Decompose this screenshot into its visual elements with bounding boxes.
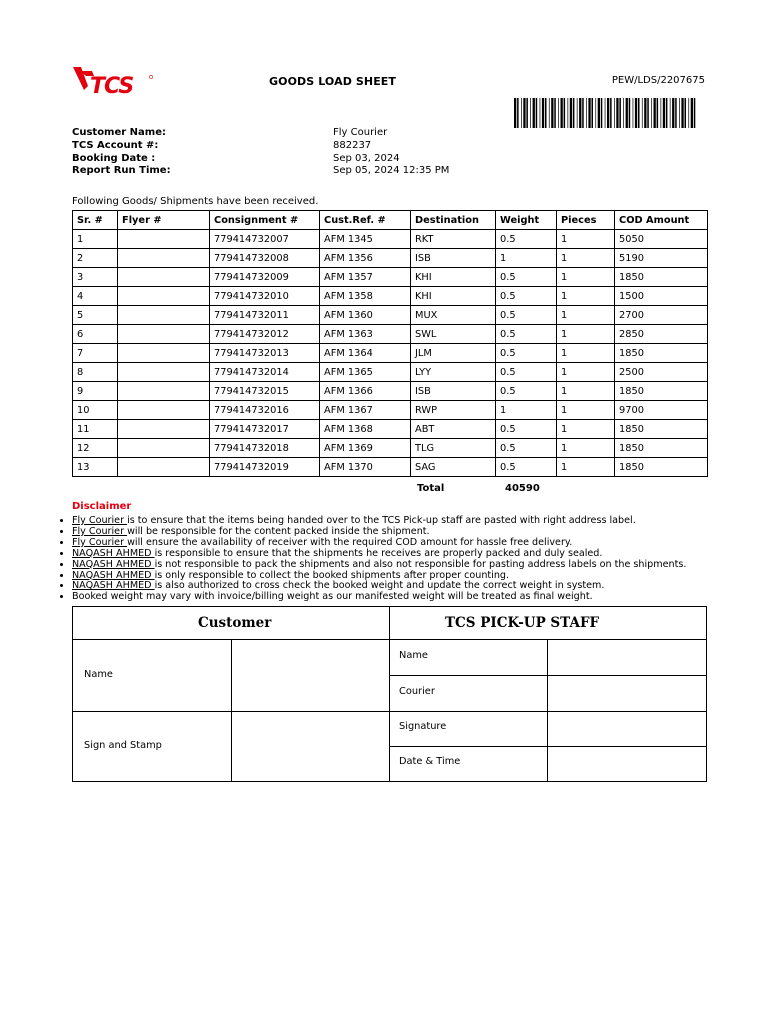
table-cell: AFM 1364 [320,344,411,363]
staff-datetime-label: Date & Time [399,756,461,767]
table-cell [118,287,210,306]
table-cell: 1 [557,439,615,458]
table-cell [118,363,210,382]
barcode-bar [679,98,680,128]
barcode-bar [610,98,612,128]
table-cell: AFM 1366 [320,382,411,401]
table-cell: 1850 [615,268,708,287]
table-row [73,325,708,344]
table-row [73,401,708,420]
barcode-bar [616,98,618,128]
barcode-bar [635,98,637,128]
table-cell: 1 [557,420,615,439]
table-cell: 779414732016 [210,401,320,420]
tcs-logo [72,64,154,98]
barcode-bar [654,98,656,128]
barcode-bar [644,98,646,128]
table-cell: 1 [557,287,615,306]
barcode-bar [663,98,665,128]
barcode-bar [607,98,609,128]
table-row [73,382,708,401]
info-row [72,140,449,153]
barcode-bar [533,98,535,128]
barcode-bar [526,98,528,128]
table-cell: 1850 [615,458,708,477]
table-cell: 13 [73,458,118,477]
table-cell: KHI [411,287,496,306]
table-cell [118,325,210,344]
barcode-bar [619,98,621,128]
total-label: Total [417,483,445,494]
table-cell [118,249,210,268]
table-cell [118,344,210,363]
table-cell: 2700 [615,306,708,325]
table-cell: 0.5 [496,287,557,306]
table-cell: 10 [73,401,118,420]
table-cell: LYY [411,363,496,382]
table-cell: AFM 1357 [320,268,411,287]
column-header: Pieces [557,211,615,230]
table-cell: 0.5 [496,344,557,363]
info-value: Fly Courier [333,127,388,138]
barcode-bar [694,98,696,128]
info-label: TCS Account #: [72,139,159,151]
table-cell: 9 [73,382,118,401]
table-cell: RKT [411,230,496,249]
table-row [73,439,708,458]
info-value: 882237 [333,139,372,151]
table-row [73,287,708,306]
table-cell [118,420,210,439]
table-cell: 779414732018 [210,439,320,458]
barcode-bar [570,98,572,128]
table-cell: 1 [73,230,118,249]
barcode-bar [582,98,584,128]
barcode-bar [542,98,544,128]
column-header: Sr. # [73,211,118,230]
table-cell: 11 [73,420,118,439]
disclaimer-text: is only responsible to collect the booked shipments after proper counting. [154,569,510,581]
table-cell: 779414732010 [210,287,320,306]
barcode-bar [577,98,578,128]
barcode-bar [579,98,581,128]
table-cell: 5190 [615,249,708,268]
table-cell: 1 [557,401,615,420]
table-cell: 9700 [615,401,708,420]
table-cell: 0.5 [496,230,557,249]
barcode-bar [642,98,643,128]
table-cell [118,401,210,420]
barcode-bar [681,98,683,128]
table-row [73,268,708,287]
customer-sign-label: Sign and Stamp [84,740,162,751]
info-value: Sep 05, 2024 12:35 PM [333,165,450,177]
barcode-bar [521,98,522,128]
barcode [514,98,697,128]
disclaimer-title: Disclaimer [72,501,132,512]
table-cell: 4 [73,287,118,306]
barcode-bar [675,98,677,128]
table-cell: 6 [73,325,118,344]
table-cell [118,306,210,325]
column-header: Flyer # [118,211,210,230]
column-header: Consignment # [210,211,320,230]
table-row [73,344,708,363]
disclaimer-item [72,592,732,603]
table-cell: KHI [411,268,496,287]
barcode-bar [558,98,559,128]
barcode-bar [568,98,569,128]
barcode-bar [551,98,553,128]
table-cell: 779414732009 [210,268,320,287]
table-cell: 8 [73,363,118,382]
signoff-table [72,606,707,782]
table-row [73,249,708,268]
table-cell: ISB [411,382,496,401]
customer-name-label: Name [84,669,113,680]
table-cell: AFM 1360 [320,306,411,325]
disclaimer-text: will ensure the availability of receiver with the required COD amount for hassle free delivery. [127,536,573,548]
table-cell: AFM 1365 [320,363,411,382]
disclaimer-text: will be responsible for the content packed inside the shipment. [127,525,430,537]
intro-text: Following Goods/ Shipments have been received. [72,196,319,207]
info-row [72,153,449,166]
party-name: NAQASH AHMED [72,558,155,570]
table-cell: AFM 1369 [320,439,411,458]
table-cell: AFM 1345 [320,230,411,249]
barcode-bar [536,98,538,128]
party-name: Fly Courier [72,515,128,526]
table-cell: 779414732014 [210,363,320,382]
disclaimer-text: Booked weight may vary with invoice/billing weight as our manifested weight will be treated as final weight. [72,591,593,603]
info-label: Report Run Time: [72,165,171,177]
table-row [73,458,708,477]
barcode-bar [651,98,652,128]
barcode-bar [564,98,566,128]
table-cell: 0.5 [496,268,557,287]
table-row [73,420,708,439]
table-cell: 779414732007 [210,230,320,249]
barcode-bar [605,98,606,128]
table-cell: 2 [73,249,118,268]
barcode-bar [661,98,662,128]
table-cell: 1 [557,306,615,325]
table-cell: 1 [557,268,615,287]
barcode-bar [670,98,671,128]
barcode-bar [517,98,519,128]
barcode-bar [530,98,531,128]
table-cell: 1 [557,249,615,268]
table-cell: ISB [411,249,496,268]
table-cell: 779414732019 [210,458,320,477]
table-cell: 1 [557,325,615,344]
barcode-bar [638,98,640,128]
staff-courier-label: Courier [399,686,435,697]
load-sheet-reference: PEW/LDS/2207675 [611,75,705,86]
table-cell: AFM 1356 [320,249,411,268]
table-cell: 1 [557,344,615,363]
disclaimer-text: is not responsible to pack the shipments and also not responsible for pasting address labels on the shipments. [154,558,687,570]
barcode-bar [688,98,689,128]
table-cell: 1 [557,458,615,477]
table-cell: 779414732008 [210,249,320,268]
info-value: Sep 03, 2024 [333,152,400,164]
staff-heading: TCS PICK-UP STAFF [445,615,600,631]
table-cell: 1850 [615,420,708,439]
table-cell: 0.5 [496,382,557,401]
table-cell: 7 [73,344,118,363]
barcode-bar [554,98,556,128]
staff-signature-label: Signature [399,721,447,732]
table-cell: ABT [411,420,496,439]
table-cell: 1 [496,249,557,268]
table-cell: JLM [411,344,496,363]
table-cell: 2500 [615,363,708,382]
table-cell: 1850 [615,344,708,363]
party-name: Fly Courier [72,536,128,548]
barcode-bar [691,98,693,128]
barcode-bar [561,98,563,128]
table-cell: 0.5 [496,420,557,439]
table-cell: 0.5 [496,325,557,344]
table-cell: 1 [557,382,615,401]
barcode-bar [672,98,674,128]
table-cell: SAG [411,458,496,477]
table-cell: 12 [73,439,118,458]
barcode-bar [629,98,631,128]
table-cell: RWP [411,401,496,420]
table-cell: 1850 [615,439,708,458]
disclaimer-text: is to ensure that the items being handed over to the TCS Pick-up staff are pasted with right address label. [127,515,636,526]
table-cell: TLG [411,439,496,458]
table-cell: 1 [557,230,615,249]
table-cell: AFM 1368 [320,420,411,439]
barcode-bar [523,98,525,128]
barcode-bar [540,98,541,128]
table-cell: 0.5 [496,363,557,382]
barcode-bar [549,98,550,128]
customer-info [72,127,449,178]
table-cell [118,382,210,401]
table-cell: 3 [73,268,118,287]
disclaimer-text: is also authorized to cross check the booked weight and update the correct weight in system. [154,580,605,592]
barcode-bar [601,98,603,128]
table-cell: AFM 1367 [320,401,411,420]
table-cell: 779414732017 [210,420,320,439]
table-cell: 0.5 [496,439,557,458]
barcode-bar [573,98,575,128]
table-cell [118,230,210,249]
table-cell [118,268,210,287]
barcode-bar [588,98,590,128]
column-header: Destination [411,211,496,230]
party-name: NAQASH AHMED [72,547,155,559]
svg-text:TCS: TCS [90,74,134,98]
table-cell [118,439,210,458]
table-row [73,230,708,249]
table-cell: 779414732015 [210,382,320,401]
info-label: Customer Name: [72,127,166,138]
column-header: Cust.Ref. # [320,211,411,230]
table-cell: 1500 [615,287,708,306]
barcode-bar [666,98,668,128]
table-cell: AFM 1363 [320,325,411,344]
table-cell: MUX [411,306,496,325]
barcode-bar [545,98,547,128]
disclaimer-list [58,516,732,603]
barcode-bar [633,98,634,128]
table-cell: 5050 [615,230,708,249]
barcode-bar [626,98,628,128]
table-cell: AFM 1358 [320,287,411,306]
table-row [73,306,708,325]
shipments-table [72,210,708,477]
table-cell: 1 [557,363,615,382]
table-cell [118,458,210,477]
barcode-bar [514,98,516,128]
barcode-bar [586,98,587,128]
party-name: Fly Courier [72,525,128,537]
info-row [72,127,449,140]
barcode-bar [623,98,624,128]
staff-name-label: Name [399,650,428,661]
table-header-row [73,211,708,230]
barcode-bar [614,98,615,128]
info-label: Booking Date : [72,152,156,164]
table-cell: 1 [496,401,557,420]
table-cell: 2850 [615,325,708,344]
table-cell: 5 [73,306,118,325]
table-cell: 779414732011 [210,306,320,325]
table-cell: 779414732013 [210,344,320,363]
table-cell: AFM 1370 [320,458,411,477]
table-cell: 0.5 [496,458,557,477]
barcode-bar [647,98,649,128]
party-name: NAQASH AHMED [72,580,155,592]
disclaimer-text: is responsible to ensure that the shipments he receives are properly packed and duly sealed. [154,547,603,559]
barcode-bar [598,98,600,128]
column-header: COD Amount [615,211,708,230]
customer-heading: Customer [198,615,272,631]
party-name: NAQASH AHMED [72,569,155,581]
barcode-bar [592,98,594,128]
table-cell: 0.5 [496,306,557,325]
info-row [72,165,449,178]
table-cell: 1850 [615,382,708,401]
table-row [73,363,708,382]
document-title: GOODS LOAD SHEET [269,75,397,88]
table-cell: 779414732012 [210,325,320,344]
table-cell: SWL [411,325,496,344]
barcode-bar [685,98,687,128]
total-value: 40590 [505,483,540,494]
column-header: Weight [496,211,557,230]
barcode-bar [657,98,659,128]
barcode-bar [595,98,596,128]
